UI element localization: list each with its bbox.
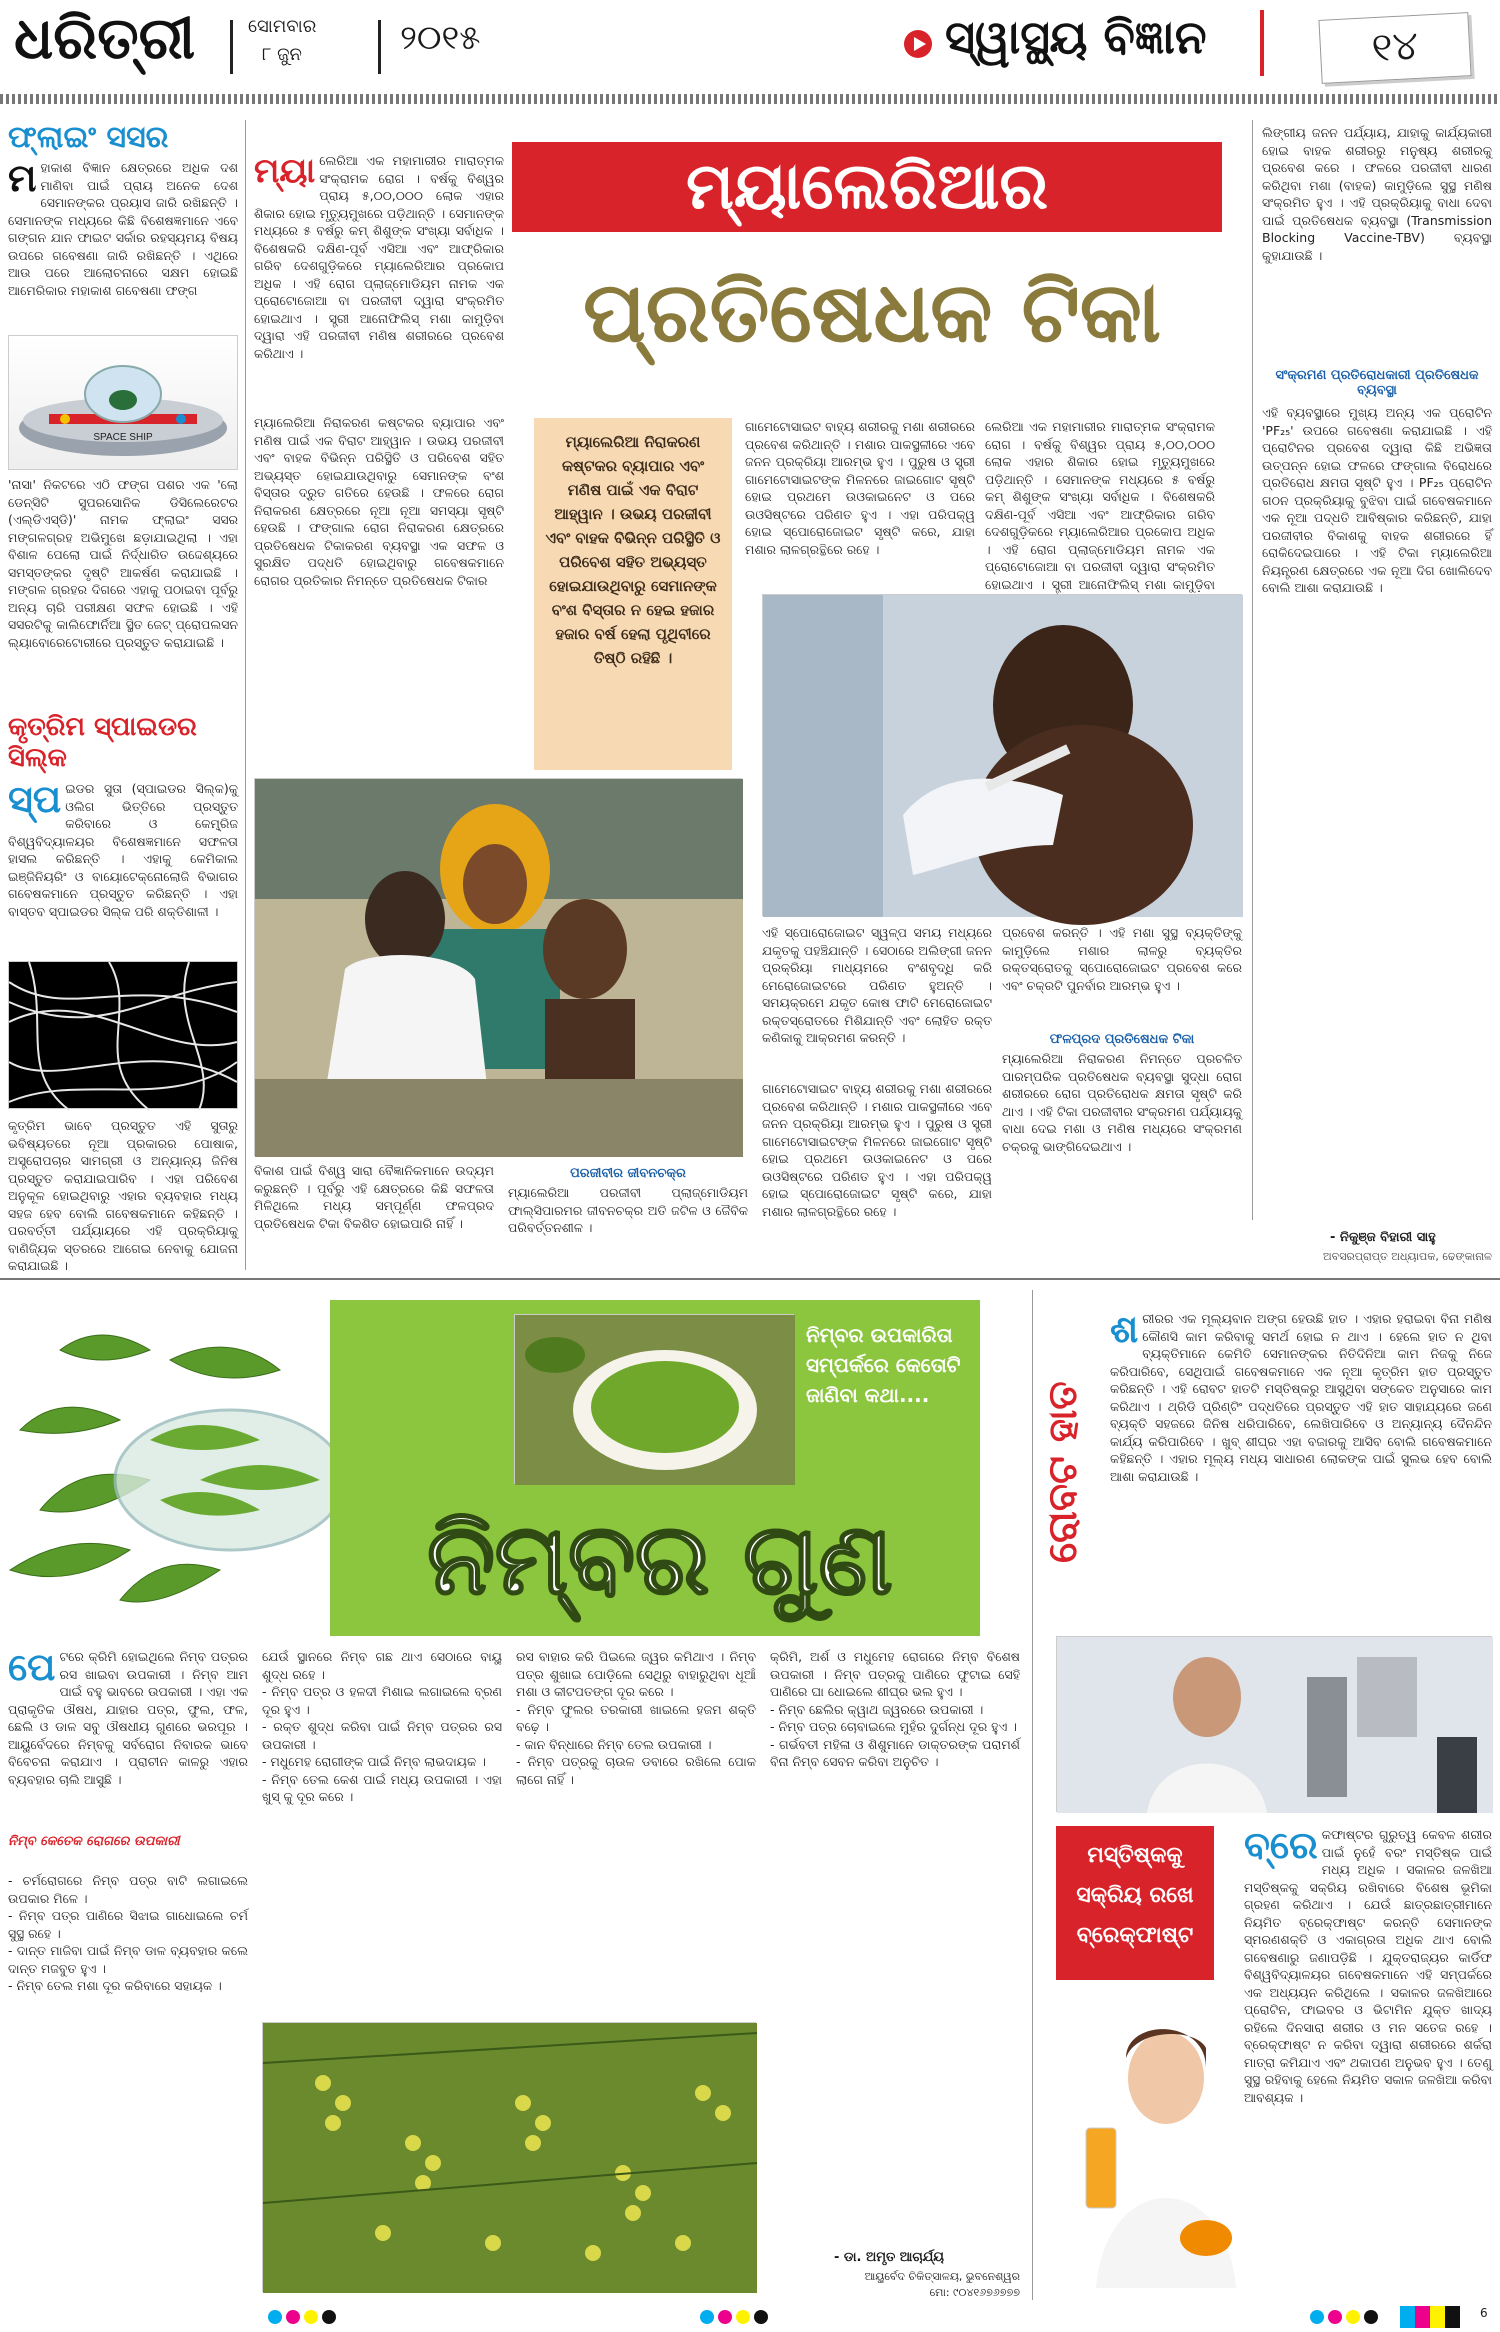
column-rule: [1252, 120, 1253, 1220]
malaria-bottom-col-0b: ମ୍ୟାଲେରିଆ ପରଜୀବୀ ପ୍ଲାଜ୍‌ମୋଡିୟମ ଫାଲ୍‌ସିପାରମର ଜୀବନଚକ୍ର ଅତି ଜଟିଳ ଓ ଜୈବିକ ପରିବର୍ତ୍ତନଶୀଳ ।: [508, 1185, 748, 1235]
color-bar: [1400, 2306, 1460, 2328]
neem-leaves-graphic: [0, 1290, 340, 1620]
woman-orange-juice-image: [1056, 1988, 1236, 2288]
malaria-col-2: ଗାମେଟୋସାଇଟ ବାହ୍ୟ ଶରୀରକୁ ମଶା ଶରୀରରେ ପ୍ରବେଶ କରିଥାନ୍ତି । ମଶାର ପାକସ୍ଥଳୀରେ ଏବେ ଜନନ ପ୍ରକ୍ରିୟା ଆରମ୍ଭ ହୁଏ । ପୁରୁଷ ଓ ସ୍ତ୍ରୀ ଗାମେଟୋସାଇଟଙ୍କ ମିଳନରେ ଜାଇଗୋଟ ସୃଷ୍ଟି ହୋଇ ପ୍ରଥମେ ଉଓକାଇନେଟ ଓ ପରେ ଉଓସିଷ୍ଟରେ ପରିଣତ ହୁଏ । ଏହା ପରିପକ୍ୱ ହୋଇ ସ୍ପୋରୋଜୋଇଟ ସୃଷ୍ଟି କରେ, ଯାହା ମଶାର ଲାଳଗ୍ରନ୍ଥିରେ ରହେ ।: [745, 419, 975, 557]
silk-fibers-image: [9, 962, 237, 1110]
logo: ଧରିତ୍ରୀ: [14, 4, 196, 72]
breakfast-woman-photo: [1056, 1988, 1236, 2288]
neem-phone: ମୋ: ୯୦୪୧୬୭୬୭୭୭: [929, 2286, 1020, 2299]
page-number-box: [1318, 12, 1471, 84]
malaria-pull-quote-text: ମ୍ୟାଲେରିଆ ନିରାକରଣ କଷ୍ଟକର ବ୍ୟାପାର ଏବଂ ମଣିଷ ପାଇଁ ଏକ ବିରାଟ ଆହ୍ୱାନ । ଉଭୟ ପରଜୀବୀ ଏବଂ ବାହକ ବିଭିନ୍ନ ପରିସ୍ଥିତି ଓ ପରିବେଶ ସହିତ ଅଭ୍ୟସ୍ତ ହୋଇଯାଉଥିବାରୁ ସେମାନଙ୍କ ବଂଶ ବିସ୍ତାର ନ ହେଇ ହଜାର ହଜାର ବର୍ଷ ହେଲା ପୃଥିବୀରେ ତିଷ୍ଠି ରହିଛି ।: [545, 433, 721, 667]
flying-saucer-photo: [8, 335, 238, 470]
malaria-headline-2: ପ୍ରତିଷେଧକ ଟିକା: [582, 263, 1162, 361]
neem-dropcap: ପେ: [8, 1645, 56, 1689]
neem-headline: ନିମ୍ବର ଗୁଣ: [427, 1503, 893, 1617]
neem-chutney-photo: [514, 1314, 794, 1484]
registration-dot-magenta: [1328, 2310, 1342, 2324]
flying-saucer-title: ଫ୍ଲାଇଂ ସସର: [8, 120, 169, 155]
play-icon: [904, 30, 932, 58]
section-rule: [0, 1278, 1500, 1280]
robot-hand-text: ରୀରର ଏକ ମୂଲ୍ୟବାନ ଅଙ୍ଗ ହେଉଛି ହାତ । ଏହାର ହରାଇବା ବିନା ମଣିଷ କୌଣସି କାମ କରିବାକୁ ସମର୍ଥ ହୋଇ ନ ଥାଏ । ହେଲେ ହାତ ନ ଥିବା ବ୍ୟକ୍ତିମାନେ କେମିତି ସେମାନଙ୍କର ନିତିଦିନିଆ କାମ ନିଜକୁ ନିଜେ କରିପାରିବେ, ସେଥିପାଇଁ ଗବେଷକମାନେ ଏକ ନୂଆ କୃତ୍ରିମ ହାତ ପ୍ରସ୍ତୁତ କରିଛନ୍ତି । ଏହି ରୋବଟ ହାତଟି ମସ୍ତିଷ୍କରୁ ଆସୁଥିବା ସଙ୍କେତ ଅନୁସାରେ କାମ କରିଥାଏ । ଥ୍ରିଡି ପ୍ରିଣ୍ଟିଂ ପଦ୍ଧତିରେ ପ୍ରସ୍ତୁତ ଏହି ହାତ ସାହାଯ୍ୟରେ ଜଣେ ବ୍ୟକ୍ତି ସହଜରେ ଜିନିଷ ଧରିପାରିବେ, ଲେଖିପାରିବେ ଓ ଅନ୍ୟାନ୍ୟ ଦୈନନ୍ଦିନ କାର୍ଯ୍ୟ କରିପାରିବେ । ଖୁବ୍‌ ଶୀଘ୍ର ଏହା ବଜାରକୁ ଆସିବ ବୋଲି ଗବେଷକମାନେ କହିଛନ୍ତି । ଏହାର ମୂଲ୍ୟ ମଧ୍ୟ ସାଧାରଣ ଲୋକଙ୍କ ପାଇଁ ସୁଲଭ ହେବ ବୋଲି ଆଶା କରାଯାଉଛି ।: [1110, 1311, 1492, 1484]
spider-silk-body-2: କୃତ୍ରିମ ଭାବେ ପ୍ରସ୍ତୁତ ଏହି ସୁତାରୁ ଭବିଷ୍ୟତରେ ନୂଆ ପ୍ରକାରର ପୋଷାକ, ଅସ୍ତ୍ରୋପଚାର ସାମଗ୍ରୀ ଓ ଅନ୍ୟାନ୍ୟ ଜିନିଷ ପ୍ରସ୍ତୁତ କରାଯାଇପାରିବ । ଏହା ପରିବେଶ ଅନୁକୂଳ ହୋଇଥିବାରୁ ଏହାର ବ୍ୟବହାର ମଧ୍ୟ ସହଜ ହେବ ବୋଲି ଗବେଷକମାନେ କହିଛନ୍ତି । ପରବର୍ତ୍ତୀ ପର୍ଯ୍ୟାୟରେ ଏହି ପ୍ରକ୍ରିୟାକୁ ବାଣିଜ୍ୟିକ ସ୍ତରରେ ଆଗେଇ ନେବାକୁ ଯୋଜନା କରାଯାଇଛି ।: [8, 1118, 238, 1273]
neem-berries-image: [263, 2023, 757, 2293]
malaria-below-col-1: ଏହି ସ୍ପୋରୋଜୋଇଟ ସ୍ୱଳ୍ପ ସମୟ ମଧ୍ୟରେ ଯକୃତକୁ ପହଞ୍ଚିଯାନ୍ତି । ସେଠାରେ ଅଲିଙ୍ଗୀ ଜନନ ପ୍ରକ୍ରିୟା ମାଧ୍ୟମରେ ବଂଶବୃଦ୍ଧି କରି ମେରୋଜୋଇଟରେ ପରିଣତ ହୁଅନ୍ତି । ସମୟକ୍ରମେ ଯକୃତ କୋଷ ଫାଟି ମେରୋଜୋଇଟ ରକ୍ତସ୍ରୋତରେ ମିଶିଯାନ୍ତି ଏବଂ ଲୋହିତ ରକ୍ତ କଣିକାକୁ ଆକ୍ରମଣ କରନ୍ତି ।: [762, 925, 992, 1045]
registration-dot-black: [1364, 2310, 1378, 2324]
malaria-bottom-col-0: ବିକାଶ ପାଇଁ ବିଶ୍ୱ ସାରା ବୈଜ୍ଞାନିକମାନେ ଉଦ୍ୟମ କରୁଛନ୍ତି । ପୂର୍ବରୁ ଏହି କ୍ଷେତ୍ରରେ କିଛି ସଫଳତା ମିଳିଥିଲେ ମଧ୍ୟ ସମ୍ପୂର୍ଣ୍ଣ ଫଳପ୍ରଦ ପ୍ରତିଷେଧକ ଟିକା ବିକଶିତ ହୋଇପାରି ନାହିଁ ।: [254, 1163, 494, 1231]
malaria-byline-role: ଅବସରପ୍ରାପ୍ତ ଅଧ୍ୟାପକ, ଢେଙ୍କାନାଳ: [1323, 1250, 1492, 1263]
masthead-day: ସୋମବାର: [248, 16, 317, 37]
neem-col-4: କ୍ରିମି, ଅର୍ଶ ଓ ମଧୁମେହ ରୋଗରେ ନିମ୍ବ ବିଶେଷ ଉପକାରୀ । ନିମ୍ବ ପତ୍ରକୁ ପାଣିରେ ଫୁଟାଇ ସେହି ପାଣିରେ ଘା ଧୋଇଲେ ଶୀଘ୍ର ଭଲ ହୁଏ । - ନିମ୍ବ ଛେଲିର କ୍ୱାଥ ଜ୍ୱରରେ ଉପକାରୀ । - ନିମ୍ବ ପତ୍ର ଚୋବାଇଲେ ମୁହଁର ଦୁର୍ଗନ୍ଧ ଦୂର ହୁଏ । - ଗର୍ଭବତୀ ମହିଳା ଓ ଶିଶୁମାନେ ଡାକ୍ତରଙ୍କ ପରାମର୍ଶ ବିନା ନିମ୍ବ ସେବନ କରିବା ଅନୁଚିତ ।: [770, 1649, 1020, 1769]
section-title: ସ୍ୱାସ୍ଥ୍ୟ ବିଜ୍ଞାନ: [945, 10, 1207, 64]
breakfast-title-2: ସକ୍ରିୟ ରଖେ: [1076, 1883, 1194, 1908]
malaria-below-col-1b: ଗାମେଟୋସାଇଟ ବାହ୍ୟ ଶରୀରକୁ ମଶା ଶରୀରରେ ପ୍ରବେଶ କରିଥାନ୍ତି । ମଶାର ପାକସ୍ଥଳୀରେ ଏବେ ଜନନ ପ୍ରକ୍ରିୟା ଆରମ୍ଭ ହୁଏ । ପୁରୁଷ ଓ ସ୍ତ୍ରୀ ଗାମେଟୋସାଇଟଙ୍କ ମିଳନରେ ଜାଇଗୋଟ ସୃଷ୍ଟି ହୋଇ ପ୍ରଥମେ ଉଓକାଇନେଟ ଓ ପରେ ଉଓସିଷ୍ଟରେ ପରିଣତ ହୁଏ । ଏହା ପରିପକ୍ୱ ହୋଇ ସ୍ପୋରୋଜୋଇଟ ସୃଷ୍ଟି କରେ, ଯାହା ମଶାର ଲାଳଗ୍ରନ୍ଥିରେ ରହେ ।: [762, 1081, 992, 1219]
neem-col-1: [8, 1645, 248, 1828]
masthead-divider: [378, 20, 381, 74]
spider-silk-dropcap: ସ୍ପ: [8, 777, 62, 821]
breakfast-text: କଫାଷ୍ଟର ଗୁରୁତ୍ୱ କେବଳ ଶରୀର ପାଇଁ ନୁହେଁ ବରଂ ମସ୍ତିଷ୍କ ପାଇଁ ମଧ୍ୟ ଅଧିକ । ସକାଳର ଜଳଖିଆ ମସ୍ତିଷ୍କକୁ ସକ୍ରିୟ ରଖିବାରେ ବିଶେଷ ଭୂମିକା ଗ୍ରହଣ କରିଥାଏ । ଯେଉଁ ଛାତ୍ରଛାତ୍ରୀମାନେ ନିୟମିତ ବ୍ରେକ୍‌ଫାଷ୍ଟ କରନ୍ତି ସେମାନଙ୍କ ସ୍ମରଣଶକ୍ତି ଓ ଏକାଗ୍ରତା ଅଧିକ ଥାଏ ବୋଲି ଗବେଷଣାରୁ ଜଣାପଡ଼ିଛି । ଯୁକ୍ତରାଜ୍ୟର କାର୍ଡିଫ ବିଶ୍ୱବିଦ୍ୟାଳୟର ଗବେଷକମାନେ ଏହି ସମ୍ପର୍କରେ ଏକ ଅଧ୍ୟୟନ କରିଥିଲେ । ସକାଳର ଜଳଖିଆରେ ପ୍ରୋଟିନ, ଫାଇବର ଓ ଭିଟାମିନ ଯୁକ୍ତ ଖାଦ୍ୟ ରହିଲେ ଦିନସାରା ଶରୀର ଓ ମନ ସତେଜ ରହେ । ବ୍ରେକ୍‌ଫାଷ୍ଟ ନ କରିବା ଦ୍ୱାରା ଶରୀରରେ ଶର୍କରା ମାତ୍ରା କମିଯାଏ ଏବଂ ଥକାପଣ ଅନୁଭବ ହୁଏ । ତେଣୁ ସୁସ୍ଥ ରହିବାକୁ ହେଲେ ନିୟମିତ ସକାଳ ଜଳଖିଆ କରିବା ଆବଶ୍ୟକ ।: [1244, 1827, 1492, 2105]
section-divider: [1260, 10, 1264, 76]
breakfast-title-3: ବ୍ରେକ୍‌ଫାଷ୍ଟ: [1076, 1923, 1194, 1948]
flying-saucer-article: [8, 120, 238, 704]
malaria-col-1: [254, 152, 504, 410]
neem-col-2: ଯେଉଁ ସ୍ଥାନରେ ନିମ୍ବ ଗଛ ଥାଏ ସେଠାରେ ବାୟୁ ଶୁଦ୍ଧ ରହେ । - ନିମ୍ବ ପତ୍ର ଓ ହଳଦୀ ମିଶାଇ ଲଗାଇଲେ ବ୍ରଣ ଦୂର ହୁଏ । - ରକ୍ତ ଶୁଦ୍ଧ କରିବା ପାଇଁ ନିମ୍ବ ପତ୍ରର ରସ ଉପକାରୀ । - ମଧୁମେହ ରୋଗୀଙ୍କ ପାଇଁ ନିମ୍ବ ଲାଭଦାୟକ । - ନିମ୍ବ ତେଲ କେଶ ପାଇଁ ମଧ୍ୟ ଉପକାରୀ । ଏହା ଖୁସ୍ କୁ ଦୂର କରେ ।: [262, 1649, 502, 1804]
neem-fruits-photo: [262, 2022, 756, 2292]
malaria-col-2b: ଲେରିଆ ଏକ ମହାମାରୀର ମାରାତ୍ମକ ସଂକ୍ରାମକ ରୋଗ । ବର୍ଷକୁ ବିଶ୍ୱର ପ୍ରାୟ ୫,୦୦,୦୦୦ ଲୋକ ଏହାର ଶିକାର ହୋଇ ମୃତ୍ୟୁମୁଖରେ ପଡ଼ିଥାନ୍ତି । ସେମାନଙ୍କ ମଧ୍ୟରେ ୫ ବର୍ଷରୁ କମ୍‌ ଶିଶୁଙ୍କ ସଂଖ୍ୟା ସର୍ବାଧିକ । ବିଶେଷକରି ଦକ୍ଷିଣ-ପୂର୍ବ ଏସିଆ ଏବଂ ଆଫ୍ରିକାର ଗରିବ ଦେଶଗୁଡ଼ିକରେ ମ୍ୟାଲେରିଆର ପ୍ରକୋପ ଅଧିକ । ଏହି ରୋଗ ପ୍ଲାଜ୍‌ମୋଡିୟମ ନାମକ ଏକ ପ୍ରୋଟୋଜୋଆ ବା ପରଜୀବୀ ଦ୍ୱାରା ସଂକ୍ରମିତ ହୋଇଥାଏ । ସ୍ତ୍ରୀ ଆନୋଫିଲିସ୍‌ ମଶା କାମୁଡ଼ିବା: [985, 419, 1215, 592]
man-robot-arm-image: [1057, 1637, 1493, 1813]
malaria-pull-quote: [534, 418, 732, 770]
spider-silk-body-1: [8, 777, 238, 955]
vaccination-image: [763, 595, 1243, 917]
neem-paste-bowl-image: [515, 1315, 795, 1485]
footer-page-number: 6: [1480, 2306, 1488, 2320]
neem-leaves-bowl-image: [0, 1290, 340, 1620]
neem-col-1-text: ଟରେ କ୍ରିମି ହୋଇଥିଲେ ନିମ୍ବ ପତ୍ରର ରସ ଖାଇବା ଉପକାରୀ । ନିମ୍ବ ଆମ ପାଇଁ ବହୁ ଭାବରେ ଉପକାରୀ । ଏହା ଏକ ପ୍ରାକୃତିକ ଔଷଧ, ଯାହାର ପତ୍ର, ଫୁଲ, ଫଳ, ଛେଲି ଓ ଡାଳ ସବୁ ଔଷଧୀୟ ଗୁଣରେ ଭରପୂର । ଆୟୁର୍ବେଦରେ ନିମ୍ବକୁ ସର୍ବରୋଗ ନିବାରକ ଭାବେ ବିବେଚନା କରାଯାଏ । ପ୍ରାଚୀନ କାଳରୁ ଏହାର ବ୍ୟବହାର ଚାଲି ଆସୁଛି ।: [8, 1649, 248, 1787]
baby-vaccination-photo: [762, 594, 1242, 916]
malaria-col-3: ଲିଙ୍ଗୀୟ ଜନନ ପର୍ଯ୍ୟାୟ, ଯାହାକୁ କାର୍ଯ୍ୟକାରୀ ହୋଇ ବାହକ ଶରୀରରୁ ମନୁଷ୍ୟ ଶରୀରକୁ ପ୍ରବେଶ କରେ । ଫଳରେ ପରଜୀବୀ ଧାରଣ କରିଥିବା ମଶା (ବାହକ) କାମୁଡ଼ିଲେ ସୁସ୍ଥ ମଣିଷ ସଂକ୍ରମିତ ହୁଏ । ଏହି ପ୍ରକ୍ରିୟାକୁ ବାଧା ଦେବା ପାଇଁ ପ୍ରତିଷେଧକ ବ୍ୟବସ୍ଥା (Transmission Blocking Vaccine-TBV) ବ୍ୟବସ୍ଥା କୁହାଯାଉଛି ।: [1262, 125, 1492, 263]
malaria-col-3b: ଏହି ବ୍ୟବସ୍ଥାରେ ମୁଖ୍ୟ ଅନ୍ୟ ଏକ ପ୍ରୋଟିନ 'PF₂₅' ଉପରେ ଗବେଷଣା କରାଯାଇଛି । ଏହି ପ୍ରୋଟିନର ପ୍ରବେଶ ଦ୍ୱାରା କିଛି ଅଭିଜ୍ଞତା ଉତ୍ପନ୍ନ ହୋଇ ଫଳରେ ଫଙ୍ଗାଲ ବିରୋଧରେ ପ୍ରତିରୋଧ କ୍ଷମତା ସୃଷ୍ଟି ହୁଏ । PF₂₅ ପ୍ରୋଟିନ ଗଠନ ପ୍ରକ୍ରିୟାକୁ ବୁଝିବା ପାଇଁ ଗବେଷକମାନେ ଏକ ନୂଆ ପଦ୍ଧତି ଆବିଷ୍କାର କରିଛନ୍ତି, ଯାହା ପରଜୀବୀର ବିକାଶକୁ ବାହକ ଶରୀରରେ ହିଁ ରୋକିଦେଇପାରେ । ଏହି ଟିକା ମ୍ୟାଲେରିଆ ନିୟନ୍ତ୍ରଣ କ୍ଷେତ୍ରରେ ଏକ ନୂଆ ଦିଗ ଖୋଲିଦେବ ବୋଲି ଆଶା କରାଯାଉଛି ।: [1262, 405, 1492, 595]
column-rule: [245, 120, 246, 1270]
doctor-child-image: [255, 779, 743, 1157]
malaria-col-1-text: ଲେରିଆ ଏକ ମହାମାରୀର ମାରାତ୍ମକ ସଂକ୍ରାମକ ରୋଗ । ବର୍ଷକୁ ବିଶ୍ୱର ପ୍ରାୟ ୫,୦୦,୦୦୦ ଲୋକ ଏହାର ଶିକାର ହୋଇ ମୃତ୍ୟୁମୁଖରେ ପଡ଼ିଥାନ୍ତି । ସେମାନଙ୍କ ମଧ୍ୟରେ ୫ ବର୍ଷରୁ କମ୍‌ ଶିଶୁଙ୍କ ସଂଖ୍ୟା ସର୍ବାଧିକ । ବିଶେଷକରି ଦକ୍ଷିଣ-ପୂର୍ବ ଏସିଆ ଏବଂ ଆଫ୍ରିକାର ଗରିବ ଦେଶଗୁଡ଼ିକରେ ମ୍ୟାଲେରିଆର ପ୍ରକୋପ ଅଧିକ । ଏହି ରୋଗ ପ୍ଲାଜ୍‌ମୋଡିୟମ ନାମକ ଏକ ପ୍ରୋଟୋଜୋଆ ବା ପରଜୀବୀ ଦ୍ୱାରା ସଂକ୍ରମିତ ହୋଇଥାଏ । ସ୍ତ୍ରୀ ଆନୋଫିଲିସ୍‌ ମଶା କାମୁଡ଼ିବା ଦ୍ୱାରା ଏହି ପରଜୀବୀ ମଣିଷ ଶରୀରରେ ପ୍ରବେଶ କରିଥାଏ ।: [254, 153, 504, 361]
neem-col-1-list: - ଚର୍ମରୋଗରେ ନିମ୍ବ ପତ୍ର ବାଟି ଲଗାଇଲେ ଉପକାର ମିଳେ । - ନିମ୍ବ ପତ୍ର ପାଣିରେ ସିଝାଇ ଗାଧୋଇଲେ ଚର୍ମ ସୁସ୍ଥ ରହେ । - ଦାନ୍ତ ମାଜିବା ପାଇଁ ନିମ୍ବ ଡାଳ ବ୍ୟବହାର କଲେ ଦାନ୍ତ ମଜବୁତ ହୁଏ । - ନିମ୍ବ ତେଲ ମଶା ଦୂର କରିବାରେ ସହାୟକ ।: [8, 1873, 248, 1993]
registration-dot-black: [754, 2310, 768, 2324]
neem-teaser: ନିମ୍ବର ଉପକାରିତା ସମ୍ପର୍କରେ କେତୋଟି ଜାଣିବା କଥା....: [806, 1323, 961, 1407]
registration-dot-yellow: [304, 2310, 318, 2324]
malaria-subhead-2: ଫଳପ୍ରଦ ପ୍ରତିଷେଧକ ଟିକା: [1049, 1032, 1195, 1047]
spider-silk-article: [8, 712, 238, 1274]
malaria-subhead-3: ପରଜୀବୀର ଜୀବନଚକ୍ର: [570, 1166, 686, 1181]
spaceship-label: SPACE SHIP: [93, 432, 153, 443]
registration-dot-cyan: [1310, 2310, 1324, 2324]
masthead: [0, 0, 1500, 104]
registration-dot-black: [322, 2310, 336, 2324]
registration-dot-yellow: [736, 2310, 750, 2324]
breakfast-body: [1244, 1823, 1492, 2294]
doctor-examining-child-photo: [254, 778, 742, 1156]
neem-byline-role: ଆୟୁର୍ବେଦ ଚିକିତ୍ସାଳୟ, ଭୁବନେଶ୍ୱର: [864, 2270, 1020, 2283]
flying-saucer-dropcap: ମ: [8, 156, 37, 200]
robot-hand-body: [1110, 1307, 1492, 1630]
masthead-date: ୮ ଜୁନ: [262, 44, 302, 65]
spider-silk-text-1: ଇଡର ସୁତା (ସ୍ପାଇଡର ସିଲ୍କ)କୁ ଓଲିଗ ଭିତ୍ତିରେ ପ୍ରସ୍ତୁତ କରିବାରେ ଓ କେମ୍ବ୍ରିଜ ବିଶ୍ୱବିଦ୍ୟାଳୟର ବିଶେଷଜ୍ଞମାନେ ସଫଳତା ହାସଲ କରିଛନ୍ତି । ଏହାକୁ କେମିକାଲ ଇଞ୍ଜିନିୟରିଂ ଓ ବାୟୋଟେକ୍ନୋଲୋଜି ବିଭାଗର ଗବେଷକମାନେ ପ୍ରସ୍ତୁତ କରିଛନ୍ତି । ଏହା ବାସ୍ତବ ସ୍ପାଇଡର ସିଲ୍କ ପରି ଶକ୍ତିଶାଳୀ ।: [8, 781, 238, 919]
robot-hand-photo: [1056, 1636, 1492, 1812]
registration-dot-yellow: [1346, 2310, 1360, 2324]
malaria-headline-banner: [512, 142, 1222, 232]
breakfast-title-box: [1056, 1826, 1214, 1980]
registration-dot-cyan: [700, 2310, 714, 2324]
neem-byline: - ଡା. ଅମୃତ ଆଚାର୍ଯ୍ୟ: [834, 2250, 944, 2265]
registration-dot-magenta: [718, 2310, 732, 2324]
column-rule: [1032, 1290, 1033, 2300]
malaria-below-col-2b: ମ୍ୟାଲେରିଆ ନିରାକରଣ ନିମନ୍ତେ ପ୍ରଚଳିତ ପାରମ୍ପରିକ ପ୍ରତିଷେଧକ ବ୍ୟବସ୍ଥା ସୁଦ୍ଧା ରୋଗ ଶରୀରରେ ରୋଗ ପ୍ରତିରୋଧକ କ୍ଷମତା ସୃଷ୍ଟି କରି ଥାଏ । ଏହି ଟିକା ପରଜୀବୀର ସଂକ୍ରମଣ ପର୍ଯ୍ୟାୟକୁ ବାଧା ଦେଇ ମଶା ଓ ମଣିଷ ମଧ୍ୟରେ ସଂକ୍ରମଣ ଚକ୍ରକୁ ଭାଙ୍ଗିଦେଇଥାଏ ।: [1002, 1051, 1242, 1154]
neem-col-1-subhead: ନିମ୍ବ କେତେକ ରୋଗରେ ଉପକାରୀ: [8, 1834, 180, 1849]
registration-dot-magenta: [286, 2310, 300, 2324]
malaria-below-col-2: ପ୍ରବେଶ କରନ୍ତି । ଏହି ମଶା ସୁସ୍ଥ ବ୍ୟକ୍ତିଙ୍କୁ କାମୁଡ଼ିଲେ ମଶାର ଲାଳରୁ ବ୍ୟକ୍ତିର ରକ୍ତସ୍ରୋତକୁ ସ୍ପୋରୋଜୋଇଟ ପ୍ରବେଶ କରେ ଏବଂ ଚକ୍ରଟି ପୁନର୍ବାର ଆରମ୍ଭ ହୁଏ ।: [1002, 925, 1242, 993]
footer-bar: [0, 2300, 1500, 2332]
spider-silk-title: କୃତ୍ରିମ ସ୍ପାଇଡର ସିଲ୍କ: [8, 712, 197, 773]
neem-col-3: ରସ ବାହାର କରି ପିଇଲେ ଜ୍ୱର କମିଥାଏ । ନିମ୍ବ ପତ୍ର ଶୁଖାଇ ପୋଡ଼ିଲେ ସେଥିରୁ ବାହାରୁଥିବା ଧୂଆଁ ମଶା ଓ କୀଟପତଙ୍ଗ ଦୂର କରେ । - ନିମ୍ବ ଫୁଲର ତରକାରୀ ଖାଇଲେ ହଜମ ଶକ୍ତି ବଢ଼େ । - କାନ ବିନ୍ଧାରେ ନିମ୍ବ ତେଲ ଉପକାରୀ । - ନିମ୍ବ ପତ୍ରକୁ ଚାଉଳ ଡବାରେ ରଖିଲେ ପୋକ ଲାଗେ ନାହିଁ ।: [516, 1649, 756, 1787]
masthead-stripes: [0, 94, 1500, 104]
masthead-year: ୨୦୧୫: [400, 18, 481, 58]
breakfast-dropcap: ବ୍ରେ: [1244, 1823, 1318, 1867]
malaria-dropcap: ମ୍ୟା: [254, 151, 316, 191]
malaria-headline-1: ମ୍ୟାଲେରିଆର: [686, 150, 1048, 224]
flying-saucer-text-1: ହାକାଶ ବିଜ୍ଞାନ କ୍ଷେତ୍ରରେ ଅଧିକ ଦଶ ମାଣିବା ପାଇଁ ପ୍ରାୟ ଅନେକ ଦେଶ ସେମାନଙ୍କର ପ୍ରୟାସ ଜାରି ରଖିଛନ୍ତି । ସେମାନଙ୍କ ମଧ୍ୟରେ କିଛି ବିଶେଷଜ୍ଞମାନେ ଏବେ ଗଙ୍ଗନ ଯାନ ଫାଇଟ ସର୍କାର ରହସ୍ୟମୟ ବିଷୟ ଉପରେ ଗବେଷଣା ଜାରି ରଖିଛନ୍ତି । ଏଥିରେ ଆଉ ପରେ ଆଲୋଚନାରେ ସକ୍ଷମ ହୋଇଛି ଆମେରିକାର ମହାକାଶ ଗବେଷଣା ଫଙ୍ଗ: [8, 160, 238, 298]
robot-hand-dropcap: ଶ: [1110, 1307, 1139, 1351]
spider-silk-photo: [8, 961, 238, 1109]
malaria-col-1b: ମ୍ୟାଲେରିଆ ନିରାକରଣ କଷ୍ଟକର ବ୍ୟାପାର ଏବଂ ମଣିଷ ପାଇଁ ଏକ ବିରାଟ ଆହ୍ୱାନ । ଉଭୟ ପରଜୀବୀ ଏବଂ ବାହକ ବିଭିନ୍ନ ପରିସ୍ଥିତି ଓ ପରିବେଶ ସହିତ ଅଭ୍ୟସ୍ତ ହୋଇଯାଉଥିବାରୁ ସେମାନଙ୍କ ବଂଶ ବିସ୍ତାର ଦ୍ରୁତ ଗତିରେ ହେଉଛି । ଫଳରେ ରୋଗ ନିରାକରଣ କ୍ଷେତ୍ରରେ ନୂଆ ନୂଆ ସମସ୍ୟା ସୃଷ୍ଟି ହେଉଛି । ଫଙ୍ଗାଲ ରୋଗ ନିରାକରଣ କ୍ଷେତ୍ରରେ ପ୍ରତିଷେଧକ ଟିକାକରଣ ବ୍ୟବସ୍ଥା ଏକ ସଫଳ ଓ ସୁରକ୍ଷିତ ପଦ୍ଧତି ହୋଇଥିବାରୁ ଗବେଷକମାନେ ରୋଗର ପ୍ରତିକାର ନିମନ୍ତେ ପ୍ରତିଷେଧକ ଟିକାର: [254, 415, 504, 588]
malaria-byline: - ନିକୁଞ୍ଜ ବିହାରୀ ସାହୁ: [1330, 1230, 1436, 1245]
malaria-subhead-1: ସଂକ୍ରମଣ ପ୍ରତିରୋଧକାରୀ ପ୍ରତିଷେଧକ ବ୍ୟବସ୍ଥା: [1275, 368, 1479, 398]
masthead-divider: [230, 20, 233, 74]
spaceship-toy-image: [9, 336, 237, 471]
breakfast-title-1: ମସ୍ତିଷ୍କକୁ: [1087, 1843, 1183, 1868]
page-number: ୧୪: [1370, 22, 1420, 72]
registration-dot-cyan: [268, 2310, 282, 2324]
flying-saucer-body-1: [8, 156, 238, 329]
robot-hand-title: ରୋବଟ ହାତ: [1040, 1381, 1086, 1563]
flying-saucer-body-2: 'ନାସା' ନିକଟରେ ଏଠି ଫଙ୍ଗ ପଶର ଏକ 'ଲୋ ଡେନ୍ସିଟି ସୁପରସୋନିକ ଡିସିଲେରେଟର (ଏଲ୍‌ଡିଏସ୍‌ଡି)' ନାମକ ଫ୍ଲାଇଂ ସସର ମଙ୍ଗଳଗ୍ରହ ଅଭିମୁଖେ ଛଡ଼ାଯାଇଥିଲା । ଏହା ବିଶାଳ ପେଲୋ ପାଇଁ ନିର୍ଦ୍ଧାରିତ ଉଦ୍ଦେଶ୍ୟରେ ସମସ୍ତଙ୍କର ଦୃଷ୍ଟି ଆକର୍ଷଣ କରାଯାଇଛି । ମଙ୍ଗଳ ଗ୍ରହର ଦିଗରେ ଏହାକୁ ପଠାଇବା ପୂର୍ବରୁ ଅନ୍ୟ ଚାରି ପରୀକ୍ଷଣ ସଫଳ ହୋଇଛି । ଏହି ସସରଟିକୁ କାଲିଫୋର୍ନିଆ ସ୍ଥିତ ଜେଟ୍‌ ପ୍ରୋପଲସନ ଲ୍ୟାବୋରେଟୋରୀରେ ପ୍ରସ୍ତୁତ କରାଯାଇଛି ।: [8, 477, 238, 650]
